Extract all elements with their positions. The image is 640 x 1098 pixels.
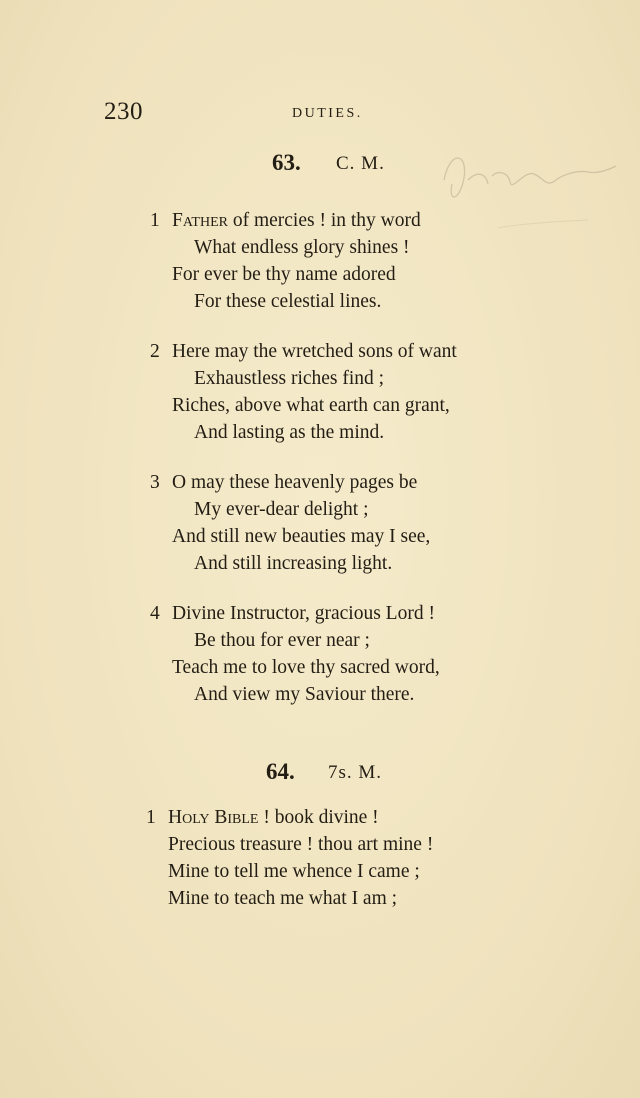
hymn-number: 63.: [272, 150, 301, 175]
verse-line: Riches, above what earth can grant,: [172, 395, 450, 416]
verse-line: Exhaustless riches find ;: [194, 368, 385, 389]
running-title: DUTIES.: [292, 106, 363, 121]
verse-line: Be thou for ever near ;: [194, 630, 370, 651]
hymn-heading: [0, 759, 640, 789]
verse-line: Precious treasure ! thou art mine !: [168, 834, 434, 855]
hymn-meter: C. M.: [336, 153, 385, 174]
verse-line: And still increasing light.: [194, 553, 393, 574]
verse-line: And lasting as the mind.: [194, 422, 385, 443]
stanza-number: 4: [150, 603, 160, 624]
hymn-meter: 7s. M.: [328, 762, 383, 783]
stanza-number: 1: [150, 210, 160, 231]
verse-line: O may these heavenly pages be: [172, 472, 418, 493]
verse-line: Divine Instructor, gracious Lord !: [172, 603, 435, 624]
verse-line: Teach me to love thy sacred word,: [172, 657, 440, 678]
verse-line: For ever be thy name adored: [172, 264, 396, 285]
verse-line: For these celestial lines.: [194, 291, 382, 312]
stanza-number: 1: [146, 807, 156, 828]
verse-first-word: Holy Bible: [168, 807, 259, 828]
verse-line: Holy Bible ! book divine !: [168, 807, 379, 828]
verse-line: Here may the wretched sons of want: [172, 341, 457, 362]
verse-line: My ever-dear delight ;: [194, 499, 369, 520]
verse-line: Mine to tell me whence I came ;: [168, 861, 420, 882]
verse-line: What endless glory shines !: [194, 237, 410, 258]
page-number: 230: [104, 98, 143, 125]
verse-line: And view my Saviour there.: [194, 684, 415, 705]
verse-line: Father of mercies ! in thy word: [172, 210, 421, 231]
verse-line: Mine to teach me what I am ;: [168, 888, 398, 909]
hymn-number: 64.: [266, 759, 295, 784]
running-header: [0, 98, 640, 128]
verse-line: And still new beauties may I see,: [172, 526, 431, 547]
stanza-number: 3: [150, 472, 160, 493]
hymn-heading: [0, 150, 640, 180]
stanza-number: 2: [150, 341, 160, 362]
verse-first-word: Father: [172, 210, 228, 231]
